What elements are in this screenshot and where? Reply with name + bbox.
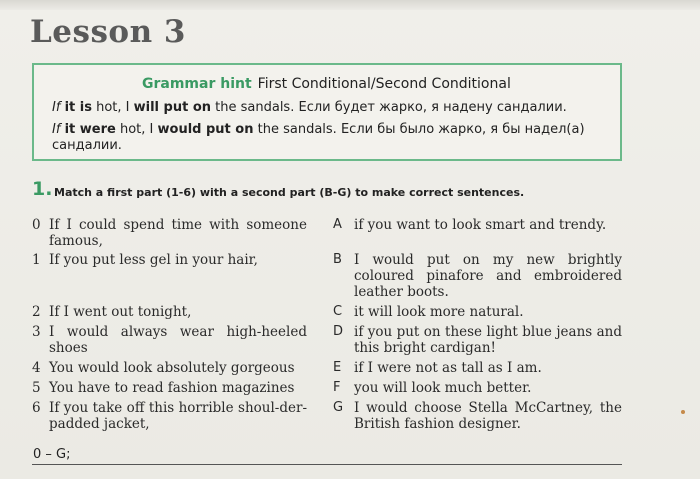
- hint-condition-verb: it is: [64, 100, 92, 115]
- item-number: 5: [32, 380, 41, 396]
- item-text: I would choose Stella McCartney, the British fashion designer.: [354, 400, 622, 432]
- grammar-hint-box: [32, 63, 622, 161]
- item-letter: B: [333, 252, 342, 267]
- hint-main-verb: will put on: [133, 100, 212, 115]
- hint-example-second-conditional: [52, 122, 612, 154]
- item-text: it will look more natural.: [354, 304, 524, 320]
- lesson-title: Lesson 3: [30, 14, 187, 50]
- hint-translation: Если бы было жарко, я бы надел(а) сандалии.: [52, 122, 585, 153]
- grammar-hint-label: Grammar hint: [142, 76, 252, 92]
- hint-text: hot, I: [119, 122, 154, 137]
- hint-if-word: If: [52, 100, 61, 115]
- item-text: If you put less gel in your hair,: [49, 252, 258, 268]
- item-text: You have to read fashion magazines: [49, 380, 295, 396]
- hint-main-verb: would put on: [157, 122, 254, 137]
- exercise-instruction: Match a first part (1-6) with a second part (B-G) to make correct sentences.: [54, 186, 525, 199]
- answer-underline: [32, 464, 622, 465]
- hint-text: the sandals.: [257, 122, 337, 137]
- item-text: You would look absolutely gorgeous: [49, 360, 295, 376]
- item-letter: E: [333, 360, 342, 375]
- hint-if-word: If: [52, 122, 61, 137]
- exercise-number: 1.: [32, 178, 53, 200]
- item-text: If I could spend time with someone famous,: [49, 217, 307, 249]
- item-number: 6: [32, 400, 41, 416]
- paper-spot: [681, 410, 685, 414]
- page-top-edge: [0, 0, 700, 10]
- item-text: If you take off this horrible shoul-der-padded jacket,: [49, 400, 307, 432]
- hint-example-first-conditional: [52, 100, 612, 116]
- hint-text: the sandals.: [215, 100, 295, 115]
- item-text: if I were not as tall as I am.: [354, 360, 542, 376]
- item-number: 1: [32, 252, 41, 268]
- item-text: if you put on these light blue jeans and this bright cardigan!: [354, 324, 622, 356]
- item-number: 2: [32, 304, 41, 320]
- item-number: 0: [32, 217, 41, 233]
- item-letter: D: [333, 324, 344, 339]
- answer-field[interactable]: 0 – G;: [33, 447, 71, 462]
- item-text: If I went out tonight,: [49, 304, 192, 320]
- grammar-hint-topic: First Conditional/Second Conditional: [257, 76, 511, 92]
- item-number: 4: [32, 360, 41, 376]
- item-text: if you want to look smart and trendy.: [354, 217, 607, 233]
- hint-condition-verb: it were: [64, 122, 116, 137]
- item-text: I would always wear high-heeled shoes: [49, 324, 307, 356]
- hint-text: hot, I: [96, 100, 130, 115]
- hint-translation: Если будет жарко, я надену сандалии.: [298, 100, 567, 115]
- item-letter: F: [333, 380, 341, 395]
- item-letter: C: [333, 304, 343, 319]
- item-number: 3: [32, 324, 41, 340]
- grammar-hint-header: [142, 76, 511, 92]
- item-letter: G: [333, 400, 344, 415]
- item-text: you will look much better.: [354, 380, 532, 396]
- item-text: I would put on my new brightly coloured pinafore and embroidered leather boots.: [354, 252, 622, 300]
- item-letter: A: [333, 217, 342, 232]
